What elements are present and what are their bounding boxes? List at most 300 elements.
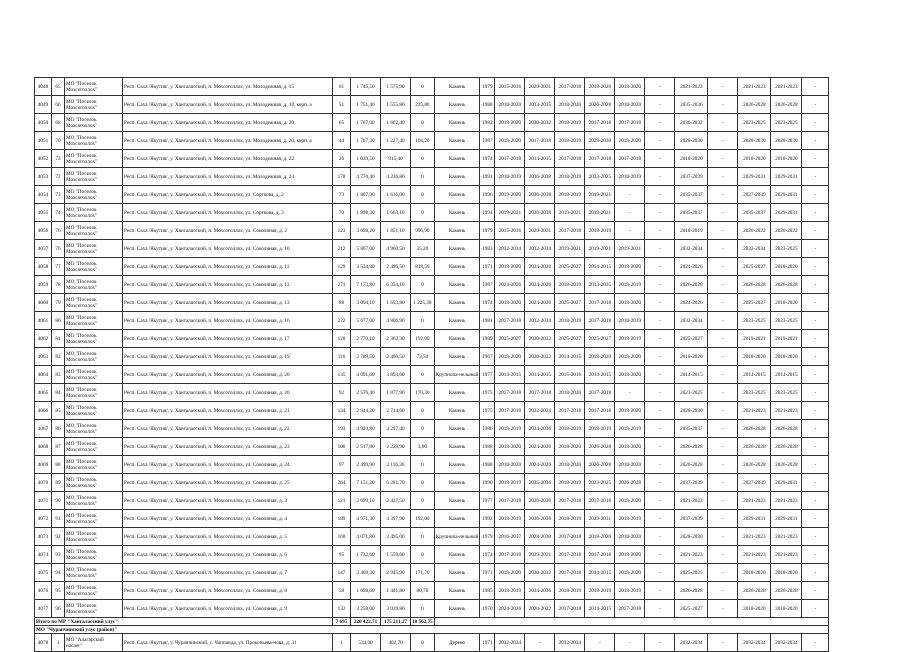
cell-p10: 2020-2022 bbox=[771, 222, 802, 240]
cell-a2: 2 460,50 bbox=[381, 348, 411, 366]
cell-idx: 4054 bbox=[35, 186, 52, 204]
cell-p7: 2037-2039 bbox=[675, 474, 708, 492]
cell-yr: 1979 bbox=[480, 78, 495, 96]
cell-yr: 1996 bbox=[480, 186, 495, 204]
cell-idx: 4052 bbox=[35, 150, 52, 168]
cell-p3: 2018-2019 bbox=[555, 312, 585, 330]
cell-mat: Камень bbox=[434, 420, 480, 438]
cell-mo: МО "Поселок Мохсоголлох" bbox=[65, 276, 123, 294]
cell-p9: 2025-2027 bbox=[738, 258, 771, 276]
cell-addr: Респ. Саха /Якутия/, у. Хангаласский, п. Мохсоголлох, ул. Сорткова, д. 2 bbox=[123, 186, 333, 204]
cell-n2: 0 bbox=[411, 168, 435, 186]
cell-n1: 178 bbox=[333, 168, 351, 186]
cell-p2: 2014-2015 bbox=[525, 150, 555, 168]
cell-mat: Камень bbox=[434, 402, 480, 420]
cell-p8: - bbox=[708, 582, 738, 600]
cell-p1: 2018-2020 bbox=[495, 132, 525, 150]
table-row bbox=[35, 366, 829, 384]
cell-n1: 121 bbox=[333, 492, 351, 510]
cell-mat: Камень bbox=[434, 276, 480, 294]
cell-mat: Камень bbox=[434, 132, 480, 150]
cell-p8: - bbox=[708, 366, 738, 384]
cell-p1: 2015-2016 bbox=[495, 78, 525, 96]
cell-p1: 2018-2019 bbox=[495, 510, 525, 528]
cell-p11: - bbox=[802, 276, 829, 294]
cell-no: 77 bbox=[52, 258, 65, 276]
cell-a2: 4 297,40 bbox=[381, 420, 411, 438]
cell-p3: 2018-2019 bbox=[555, 420, 585, 438]
cell-a1: 5 867,00 bbox=[351, 240, 381, 258]
cell-p1: 2024-2026 bbox=[495, 276, 525, 294]
cell-idx: 4059 bbox=[35, 276, 52, 294]
cell-mo: МО "Поселок Мохсоголлох" bbox=[65, 240, 123, 258]
cell-p6: - bbox=[645, 528, 675, 546]
cell-p4: 2014-2015 bbox=[585, 366, 615, 384]
cell-p5: 2018-2020 bbox=[615, 546, 645, 564]
cell-p5: - bbox=[615, 384, 645, 402]
cell-p8: - bbox=[708, 456, 738, 474]
cell-p4: 2028-2030 bbox=[585, 132, 615, 150]
cell-p6: - bbox=[645, 582, 675, 600]
cell-n2: 0 bbox=[411, 474, 435, 492]
cell-yr: 1972 bbox=[480, 546, 495, 564]
cell-p10: 2014-2015 bbox=[771, 366, 802, 384]
cell-idx: 4049 bbox=[35, 96, 52, 114]
cell-p7: 2021-2023 bbox=[675, 78, 708, 96]
table-row bbox=[35, 258, 829, 276]
cell-p2: 2036-2038 bbox=[525, 204, 555, 222]
cell-mo: МО "Поселок Мохсоголлох" bbox=[65, 204, 123, 222]
cell-n2: 0 bbox=[411, 420, 435, 438]
cell-p1: 2018-2020 bbox=[495, 96, 525, 114]
cell-p7: 2028-2030 bbox=[675, 402, 708, 420]
table-row bbox=[35, 348, 829, 366]
cell-p10: 2026-2028 bbox=[771, 420, 802, 438]
cell-p11: - bbox=[802, 438, 829, 456]
cell-n1: 222 bbox=[333, 312, 351, 330]
cell-n1: 73 bbox=[333, 186, 351, 204]
cell-idx: 4075 bbox=[35, 564, 52, 582]
cell-p9: 2032-2034 bbox=[738, 240, 771, 258]
cell-p7: 2037-2039 bbox=[675, 510, 708, 528]
cell-p8: - bbox=[708, 348, 738, 366]
cell-yr: 1987 bbox=[480, 132, 495, 150]
cell-p3: 2017-2018 bbox=[555, 564, 585, 582]
cell-p9: 2023-2025 bbox=[738, 114, 771, 132]
cell-no: 78 bbox=[52, 276, 65, 294]
cell-p3: 2018-2019 bbox=[555, 582, 585, 600]
cell-p5: 2018-2020 bbox=[615, 366, 645, 384]
cell-p1: 2017-2018 bbox=[495, 384, 525, 402]
cell-mat: Камень bbox=[434, 330, 480, 348]
cell-no: 81 bbox=[52, 330, 65, 348]
cell-mat: Крупнопа-нельный bbox=[434, 528, 480, 546]
cell-p9: 2018-2020 bbox=[738, 600, 771, 618]
cell-a2: 6 334,10 bbox=[381, 276, 411, 294]
cell-p9: 2026-2028 bbox=[738, 582, 771, 600]
cell-p8: - bbox=[708, 600, 738, 618]
cell-a1: 7 173,80 bbox=[351, 276, 381, 294]
cell-p2: 2029-2031 bbox=[525, 78, 555, 96]
cell-n1: 264 bbox=[333, 474, 351, 492]
cell-idx: 4060 bbox=[35, 294, 52, 312]
cell-idx: 4066 bbox=[35, 402, 52, 420]
cell-p9: 2018-2020 bbox=[738, 150, 771, 168]
cell-p9: 2021-2023 bbox=[738, 546, 771, 564]
cell-p7: 2021-2023 bbox=[675, 546, 708, 564]
cell-p5: 2018-2019 bbox=[615, 582, 645, 600]
cell-p5: 2017-2018 bbox=[615, 600, 645, 618]
cell-p2: 2035-2036 bbox=[525, 474, 555, 492]
cell-p3: 2025-2027 bbox=[555, 258, 585, 276]
cell-a1: 1 767,00 bbox=[351, 114, 381, 132]
cell-no: 70 bbox=[52, 132, 65, 150]
cell-a1: 2 789,50 bbox=[351, 348, 381, 366]
cell-n1: 134 bbox=[333, 402, 351, 420]
cell-p5: 2017-2018 bbox=[615, 114, 645, 132]
cell-p10: 2023-2025 bbox=[771, 312, 802, 330]
cell-mat: Камень bbox=[434, 312, 480, 330]
cell-p5: - bbox=[615, 186, 645, 204]
cell-p6: - bbox=[645, 402, 675, 420]
cell-p8: - bbox=[708, 546, 738, 564]
cell-p5: 2018-2019 bbox=[615, 510, 645, 528]
cell-p5: 2018-2020 bbox=[615, 564, 645, 582]
cell-p10: 2026-2028 bbox=[771, 96, 802, 114]
table-row bbox=[35, 276, 829, 294]
cell-p8: - bbox=[708, 420, 738, 438]
cell-p6: - bbox=[645, 384, 675, 402]
cell-n2: 0 bbox=[411, 78, 435, 96]
cell-p4: 2014-2015 bbox=[585, 258, 615, 276]
cell-yr: 1970 bbox=[480, 600, 495, 618]
cell-a1: 2 517,80 bbox=[351, 438, 381, 456]
cell-p9: 2021-2023 bbox=[738, 492, 771, 510]
cell-p11: - bbox=[802, 384, 829, 402]
cell-p8: - bbox=[708, 312, 738, 330]
cell-mo: МО "Поселок Мохсоголлох" bbox=[65, 582, 123, 600]
cell-mat: Камень bbox=[434, 78, 480, 96]
cell-p5: - bbox=[615, 222, 645, 240]
cell-mo: МО "Поселок Мохсоголлох" bbox=[65, 78, 123, 96]
table-row bbox=[35, 420, 829, 438]
cell-addr: Респ. Саха /Якутия/, у. Хангаласский, п. Мохсоголлох, ул. Соколиная, д. 12 bbox=[123, 276, 333, 294]
cell-n1: 26 bbox=[333, 150, 351, 168]
cell-p10: 2029-2031 bbox=[771, 168, 802, 186]
cell-idx: 4070 bbox=[35, 474, 52, 492]
table-row bbox=[35, 634, 829, 652]
cell-addr: Респ. Саха /Якутия/, у. Хангаласский, п. Мохсоголлох, ул. Молодежная, д. 22 bbox=[123, 150, 333, 168]
table-row bbox=[35, 492, 829, 510]
cell-p4: 2018-2020 bbox=[585, 528, 615, 546]
cell-p2: 2036-2038 bbox=[525, 186, 555, 204]
cell-mo: МО "Алагарский наслег" bbox=[65, 634, 123, 652]
table-row bbox=[35, 546, 829, 564]
cell-a2: 402,70 bbox=[381, 634, 411, 652]
cell-n1: 106 bbox=[333, 438, 351, 456]
cell-p7: 2032-2034 bbox=[675, 634, 708, 652]
cell-idx: 4058 bbox=[35, 258, 52, 276]
cell-p11: - bbox=[802, 168, 829, 186]
cell-n2: 0 bbox=[411, 204, 435, 222]
cell-p9: 2026-2028 bbox=[738, 438, 771, 456]
cell-p1: 2032-2034 bbox=[495, 240, 525, 258]
cell-p11: - bbox=[802, 186, 829, 204]
cell-p7: 2025-2027 bbox=[675, 330, 708, 348]
cell-idx: 4057 bbox=[35, 240, 52, 258]
cell-p11: - bbox=[802, 582, 829, 600]
cell-n2: 104,20 bbox=[411, 132, 435, 150]
cell-n2: 0 bbox=[411, 150, 435, 168]
cell-p5: 2018-2020 bbox=[615, 492, 645, 510]
cell-p9: 2032-2034 bbox=[738, 634, 771, 652]
cell-a1: 1 698,60 bbox=[351, 582, 381, 600]
cell-p8: - bbox=[708, 240, 738, 258]
cell-p4: 2017-2018 bbox=[585, 546, 615, 564]
cell-idx: 4050 bbox=[35, 114, 52, 132]
cell-p8: - bbox=[708, 114, 738, 132]
cell-p6: - bbox=[645, 222, 675, 240]
cell-p10: 2018-2020 bbox=[771, 258, 802, 276]
cell-p3: 2018-2020 bbox=[555, 384, 585, 402]
cell-p2: 2034-2036 bbox=[525, 420, 555, 438]
cell-p10: 2021-2023 bbox=[771, 402, 802, 420]
cell-a2: 1 441,80 bbox=[381, 582, 411, 600]
table-row bbox=[35, 438, 829, 456]
cell-p3: 2032-2034 bbox=[555, 634, 585, 652]
cell-idx: 4074 bbox=[35, 546, 52, 564]
cell-a2: 1 616,00 bbox=[381, 186, 411, 204]
cell-mo: МО "Поселок Мохсоголлох" bbox=[65, 438, 123, 456]
cell-p2: 2022-2024 bbox=[525, 402, 555, 420]
cell-yr: 1967 bbox=[480, 348, 495, 366]
cell-p1: 2019-2021 bbox=[495, 204, 525, 222]
cell-p6: - bbox=[645, 546, 675, 564]
cell-a1: 1 732,60 bbox=[351, 546, 381, 564]
cell-mat: Камень bbox=[434, 168, 480, 186]
cell-p1: 2018-2020 bbox=[495, 114, 525, 132]
cell-mat: Камень bbox=[434, 222, 480, 240]
cell-yr: 1987 bbox=[480, 276, 495, 294]
cell-p5: - bbox=[615, 634, 645, 652]
cell-p8: - bbox=[708, 222, 738, 240]
cell-mat: Крупнопа-нельный bbox=[434, 366, 480, 384]
cell-mo: МО "Поселок Мохсоголлох" bbox=[65, 492, 123, 510]
cell-a2: 1 559,60 bbox=[381, 546, 411, 564]
cell-yr: 1994 bbox=[480, 204, 495, 222]
cell-p7: 2032-2034 bbox=[675, 312, 708, 330]
cell-addr: Респ. Саха /Якутия/, у. Хангаласский, п. Мохсоголлох, ул. Соколиная, д. 22 bbox=[123, 420, 333, 438]
table-row bbox=[35, 600, 829, 618]
total-row bbox=[35, 618, 829, 626]
cell-no: 94 bbox=[52, 564, 65, 582]
cell-p7: 2026-2028 bbox=[675, 276, 708, 294]
table-row bbox=[35, 222, 829, 240]
cell-p4: 2017-2018 bbox=[585, 114, 615, 132]
cell-p8: - bbox=[708, 186, 738, 204]
cell-a2: 1 555,80 bbox=[381, 96, 411, 114]
cell-addr: Респ. Саха /Якутия/, у. Хангаласский, п. Мохсоголлох, ул. Соколиная, д. 16 bbox=[123, 312, 333, 330]
cell-p8: - bbox=[708, 150, 738, 168]
cell-n1: 271 bbox=[333, 276, 351, 294]
cell-n2: 818,50 bbox=[411, 258, 435, 276]
cell-p3: 2018-2020 bbox=[555, 456, 585, 474]
cell-p11: - bbox=[802, 546, 829, 564]
cell-p7: 2032-2034 bbox=[675, 240, 708, 258]
cell-mat: Камень bbox=[434, 456, 480, 474]
cell-p4: 2029-2031 bbox=[585, 510, 615, 528]
cell-p3: 2018-2019 bbox=[555, 474, 585, 492]
cell-mat: Камень bbox=[434, 114, 480, 132]
cell-p8: - bbox=[708, 96, 738, 114]
cell-p9: 2018-2020 bbox=[738, 564, 771, 582]
cell-p5: 2018-2020 bbox=[615, 456, 645, 474]
cell-p4: 2017-2018 bbox=[585, 294, 615, 312]
cell-p5: 2017-2018 bbox=[615, 150, 645, 168]
cell-n2: 0 bbox=[411, 276, 435, 294]
cell-p7: 2035-2037 bbox=[675, 204, 708, 222]
cell-p1: 2018-2020 bbox=[495, 258, 525, 276]
cell-p4: 2026-2028 bbox=[585, 96, 615, 114]
cell-p2: - bbox=[525, 634, 555, 652]
cell-a1: 3 469,30 bbox=[351, 564, 381, 582]
cell-no: 87 bbox=[52, 438, 65, 456]
cell-idx: 4056 bbox=[35, 222, 52, 240]
cell-addr: Респ. Саха /Якутия/, у. Хангаласский, п. Мохсоголлох, ул. Соколиная, д. 7 bbox=[123, 564, 333, 582]
cell-n2: 0 bbox=[411, 186, 435, 204]
cell-p10: 2021-2023 bbox=[771, 492, 802, 510]
cell-p11: - bbox=[802, 492, 829, 510]
cell-p4: 2017-2018 bbox=[585, 402, 615, 420]
cell-p2: 2034-2036 bbox=[525, 582, 555, 600]
cell-mo: МО "Поселок Мохсоголлох" bbox=[65, 456, 123, 474]
cell-p9: 2021-2023 bbox=[738, 528, 771, 546]
cell-p7: 2023-2025 bbox=[675, 384, 708, 402]
cell-addr: Респ. Саха /Якутия/, у. Хангаласский, п. Мохсоголлох, ул. Соколиная, д. 5 bbox=[123, 528, 333, 546]
cell-yr: 1990 bbox=[480, 474, 495, 492]
cell-a2: 3 893,60 bbox=[381, 366, 411, 384]
cell-p4: 2018-2019 bbox=[585, 582, 615, 600]
cell-n2: 225,80 bbox=[411, 96, 435, 114]
cell-no: 91 bbox=[52, 510, 65, 528]
cell-p8: - bbox=[708, 132, 738, 150]
cell-p1: 2017-2018 bbox=[495, 402, 525, 420]
cell-p1: 2019-2020 bbox=[495, 186, 525, 204]
cell-no: 76 bbox=[52, 240, 65, 258]
cell-n2: 996,90 bbox=[411, 222, 435, 240]
cell-n1: 1 bbox=[333, 634, 351, 652]
cell-addr: Респ. Саха /Якутия/, у. Хангаласский, п. Мохсоголлох, ул. Сорткова, д. 3 bbox=[123, 204, 333, 222]
cell-idx: 4051 bbox=[35, 132, 52, 150]
cell-a1: 4 920,80 bbox=[351, 420, 381, 438]
cell-idx: 4078 bbox=[35, 634, 52, 652]
total-label: Итого по МР "Хангаласский улус" bbox=[35, 618, 333, 626]
cell-n2: 0 bbox=[411, 600, 435, 618]
cell-p6: - bbox=[645, 564, 675, 582]
cell-mat: Камень bbox=[434, 96, 480, 114]
table-row bbox=[35, 582, 829, 600]
cell-p10: 2021-2023 bbox=[771, 546, 802, 564]
cell-p11: - bbox=[802, 312, 829, 330]
cell-p3: 2018-2019 bbox=[555, 168, 585, 186]
cell-p5: 2018-2020 bbox=[615, 402, 645, 420]
cell-p4: 2023-2025 bbox=[585, 474, 615, 492]
cell-no: 73 bbox=[52, 150, 65, 168]
cell-yr: 1991 bbox=[480, 168, 495, 186]
cell-p2: 2029-2031 bbox=[525, 546, 555, 564]
cell-mo: МО "Поселок Мохсоголлох" bbox=[65, 420, 123, 438]
cell-mat: Камень bbox=[434, 564, 480, 582]
cell-p1: 2018-2020 bbox=[495, 456, 525, 474]
cell-p3: 2017-2018 bbox=[555, 402, 585, 420]
cell-a2: 915,40 bbox=[381, 150, 411, 168]
cell-a1: 1 767,30 bbox=[351, 132, 381, 150]
cell-p4: 2019-2021 bbox=[585, 240, 615, 258]
cell-a1: 1 751,40 bbox=[351, 96, 381, 114]
cell-p6: - bbox=[645, 204, 675, 222]
cell-p5: - bbox=[615, 204, 645, 222]
cell-p4: 2018-2020 bbox=[585, 78, 615, 96]
cell-idx: 4055 bbox=[35, 204, 52, 222]
cell-p3: 2018-2019 bbox=[555, 186, 585, 204]
cell-no: 89 bbox=[52, 474, 65, 492]
cell-p10: 2032-2034 bbox=[771, 634, 802, 652]
cell-p3: 2025-2027 bbox=[555, 294, 585, 312]
table-row bbox=[35, 150, 829, 168]
cell-n2: 0 bbox=[411, 546, 435, 564]
cell-n1: 97 bbox=[333, 456, 351, 474]
cell-addr: Респ. Саха /Якутия/, у. Хангаласский, п. Мохсоголлох, ул. Молодежная, д. 20, корп. а bbox=[123, 132, 333, 150]
cell-p3: 2018-2020 bbox=[555, 438, 585, 456]
cell-p1: 2018-2019 bbox=[495, 420, 525, 438]
cell-a2: 2 437,50 bbox=[381, 492, 411, 510]
cell-p1: 2016-2017 bbox=[495, 528, 525, 546]
cell-p11: - bbox=[802, 474, 829, 492]
cell-p3: 2015-2016 bbox=[555, 366, 585, 384]
cell-mo: МО "Поселок Мохсоголлох" bbox=[65, 510, 123, 528]
cell-a2: 1 602,40 bbox=[381, 114, 411, 132]
cell-a1: 2 499,90 bbox=[351, 456, 381, 474]
cell-n2: 192,00 bbox=[411, 330, 435, 348]
cell-p10: 2023-2025 bbox=[771, 384, 802, 402]
cell-a2: 3 495,00 bbox=[381, 528, 411, 546]
document-sheet bbox=[34, 77, 829, 652]
cell-p2: 2017-2018 bbox=[525, 384, 555, 402]
cell-no: 74 bbox=[52, 204, 65, 222]
cell-p11: - bbox=[802, 366, 829, 384]
cell-p5: 2018-2020 bbox=[615, 528, 645, 546]
cell-mo: МО "Поселок Мохсоголлох" bbox=[65, 528, 123, 546]
cell-p7: 2025-2027 bbox=[675, 600, 708, 618]
cell-p4: 2018-2020 bbox=[585, 348, 615, 366]
cell-p3: 2017-2018 bbox=[555, 78, 585, 96]
cell-p6: - bbox=[645, 474, 675, 492]
cell-yr: 1971 bbox=[480, 634, 495, 652]
cell-p11: - bbox=[802, 294, 829, 312]
cell-p2: 2032-2034 bbox=[525, 240, 555, 258]
cell-p3: 2018-2019 bbox=[555, 276, 585, 294]
cell-no: 76 bbox=[52, 222, 65, 240]
cell-no: 85 bbox=[52, 402, 65, 420]
cell-p10: 2026-2028 bbox=[771, 582, 802, 600]
cell-p1: 2025-2027 bbox=[495, 330, 525, 348]
cell-p10: 2029-2031 bbox=[771, 510, 802, 528]
cell-p6: - bbox=[645, 78, 675, 96]
cell-p9: 2026-2028 bbox=[738, 456, 771, 474]
total-empty bbox=[434, 618, 829, 626]
cell-a2: 4 960,50 bbox=[381, 240, 411, 258]
cell-p7: 2035-2036 bbox=[675, 96, 708, 114]
